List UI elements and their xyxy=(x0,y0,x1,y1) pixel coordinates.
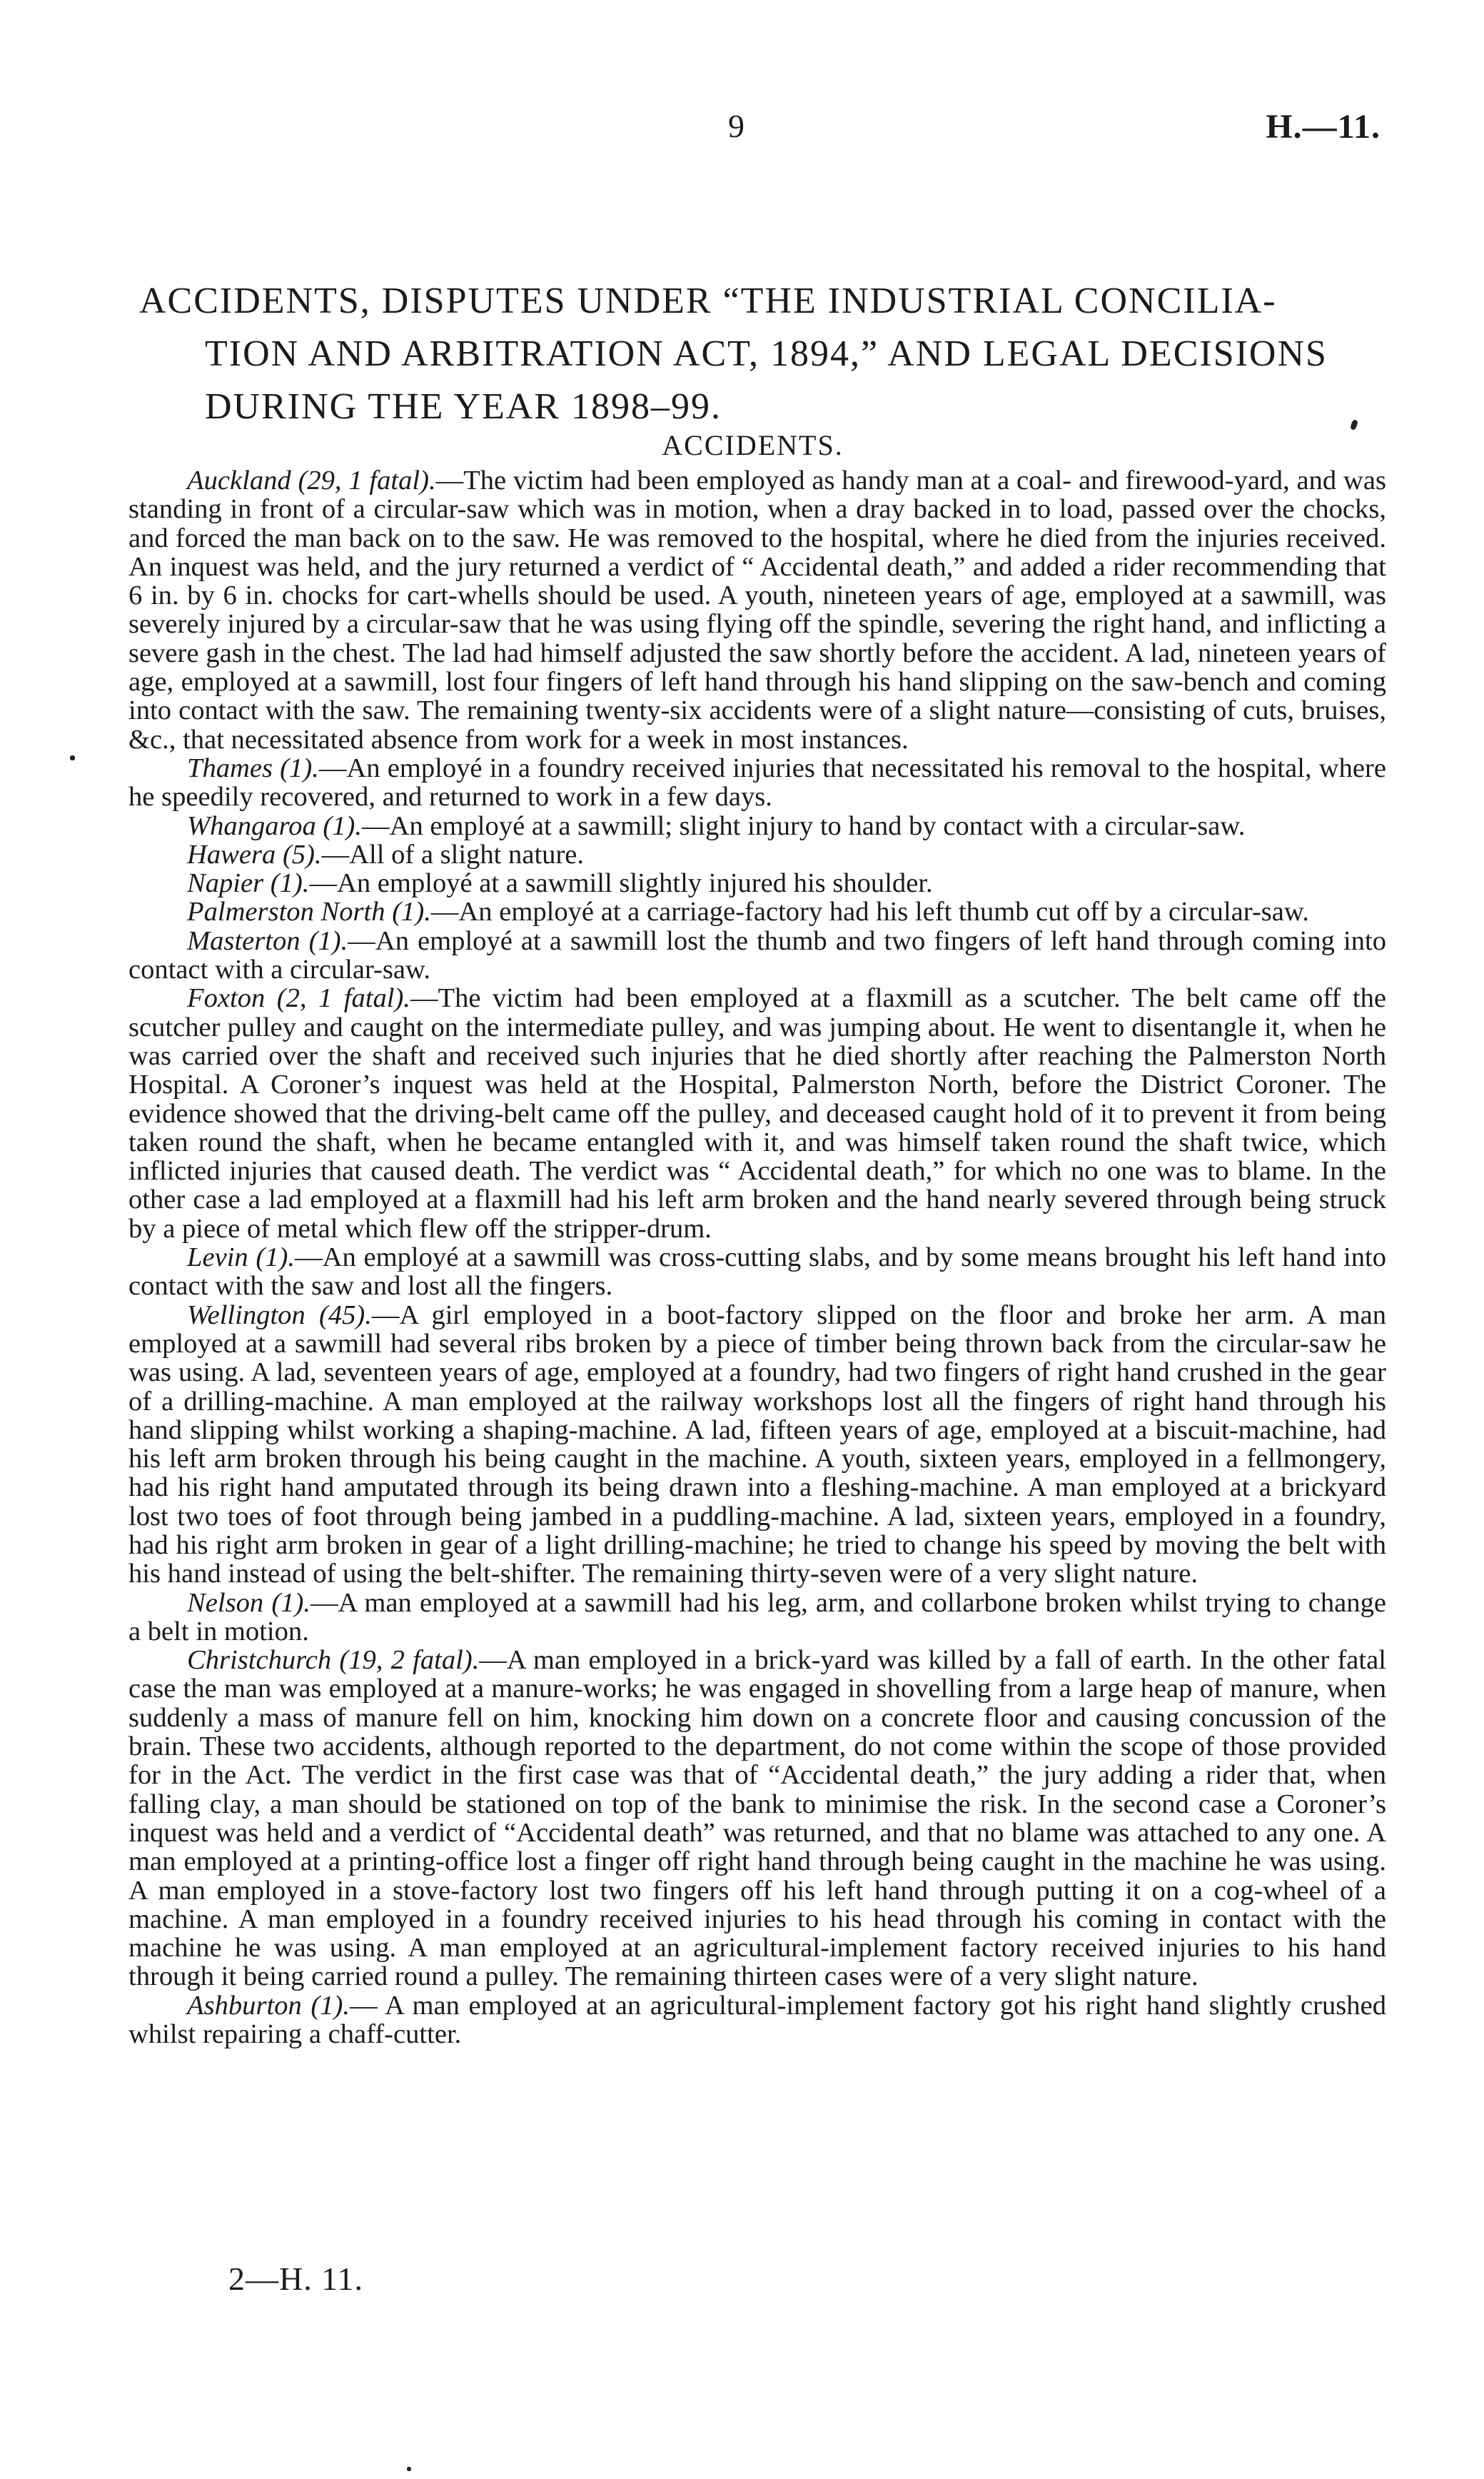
place-name: Thames (1). xyxy=(187,753,319,783)
place-name: Napier (1). xyxy=(187,868,310,899)
paragraph-text: —The victim had been employed at a flaxmill as a scutcher. The belt came off the scutcher pulley and caught on the intermediate pulley, and was jumping about. He went to disentangle it, when he was carried over the shaft and received such injuries that he died shortly after reaching the Palmerston North Hospital. A Coroner’s inquest was held at the Hospital, Palmerston North, before the District Coroner. The evidence showed that the driving-belt came off the pulley, and deceased caught hold of it to prevent it from being taken round the shaft, when he became entangled with it, and was himself taken round the shaft twice, which inflicted injuries that caused death. The verdict was “ Accidental death,” for which no one was to blame. In the other case a lad employed at a flaxmill had his left arm broken and the hand nearly severed through being struck by a piece of metal which flew off the stripper-drum. xyxy=(128,983,1386,1244)
paragraph-hawera xyxy=(128,840,1386,869)
paragraph-text: —An employé at a sawmill slightly injured his shoulder. xyxy=(309,868,933,899)
paragraph-foxton xyxy=(128,984,1386,1243)
place-name: Palmerston North (1). xyxy=(187,897,431,927)
paragraph-christchurch xyxy=(128,1646,1386,1991)
paragraph-text: —An employé at a sawmill; slight injury to hand by contact with a circular-saw. xyxy=(362,810,1246,841)
title-line-1: ACCIDENTS, DISPUTES UNDER “THE INDUSTRIAL CONCILIA- xyxy=(139,281,1277,321)
title-line-3: DURING THE YEAR 1898–99. xyxy=(205,386,722,427)
stray-ink-mark xyxy=(70,755,75,760)
place-name: Nelson (1). xyxy=(187,1587,311,1618)
paragraph-text: —The victim had been employed as handy man at a coal- and firewood-yard, and was standing in front of a circular-saw which was in motion, when a dray backed in to load, passed over the chocks, and forced the man back on to the saw. He was removed to the hospital, where he died from the injuries received. An inquest was held, and the jury returned a verdict of “ Accidental death,” and added a rider recommending that 6 in. by 6 in. chocks for cart-whells should be used. A youth, nineteen years of age, employed at a sawmill, was severely injured by a circular-saw that he was using flying off the spindle, severing the right hand, and inflicting a severe gash in the chest. The lad had himself adjusted the saw shortly before the accident. A lad, nineteen years of age, employed at a sawmill, lost four fingers of left hand through his hand slipping on the saw-bench and coming into contact with the saw. The remaining twenty-six accidents were of a slight nature—consisting of cuts, bruises, &c., that necessitated absence from work for a week in most instances. xyxy=(128,466,1386,755)
paragraph-text: —A man employed at a sawmill had his leg, arm, and collarbone broken whilst trying to change a belt in motion. xyxy=(128,1587,1386,1646)
paragraph-nelson xyxy=(128,1589,1386,1646)
page-title xyxy=(139,275,1395,433)
paragraph-text: —A girl employed in a boot-factory slipped on the floor and broke her arm. A man employed at a sawmill had several ribs broken by a piece of timber being thrown back from the circular-saw he was using. A lad, seventeen years of age, employed at a foundry, had two fingers of right hand crushed in the gear of a drilling-machine. A man employed at the railway workshops lost all the fingers of right hand through his hand slipping whilst working a shaping-machine. A lad, fifteen years of age, employed at a biscuit-machine, had his left arm broken through his being caught in the machine. A youth, sixteen years, employed in a fellmongery, had his right hand amputated through its being drawn into a fleshing-machine. A man employed at a brickyard lost two toes of foot through being jambed in a puddling-machine. A lad, sixteen years, employed in a foundry, had his right arm broken in gear of a light drilling-machine; he tried to change his speed by moving the belt with his hand instead of using the belt-shifter. The remaining thirty-seven were of a very slight nature. xyxy=(128,1299,1386,1589)
section-heading: ACCIDENTS. xyxy=(662,429,844,461)
paragraph-text: — A man employed at an agricultural-implement factory got his right hand slightly crushed whilst repairing a chaff-cutter. xyxy=(128,1990,1386,2050)
document-reference: H.—11. xyxy=(1266,108,1380,146)
paragraph-napier xyxy=(128,869,1386,897)
paragraph-thames xyxy=(128,754,1386,812)
place-name: Whangaroa (1). xyxy=(187,810,363,841)
paragraph-wellington xyxy=(128,1301,1386,1589)
paragraph-auckland xyxy=(128,466,1386,754)
place-name: Christchurch (19, 2 fatal). xyxy=(187,1645,480,1676)
place-name: Levin (1). xyxy=(187,1242,296,1273)
signature-mark: 2—H. 11. xyxy=(228,2261,364,2297)
paragraph-whangaroa xyxy=(128,812,1386,840)
place-name: Ashburton (1). xyxy=(187,1990,350,2021)
paragraph-text: —An employé at a sawmill was cross-cutting slabs, and by some means brought his left hand into contact with the saw and lost all the fingers. xyxy=(128,1242,1387,1302)
paragraph-text: —A man employed in a brick-yard was killed by a fall of earth. In the other fatal case the man was employed at a manure-works; he was engaged in shovelling from a large heap of manure, when suddenly a mass of manure fell on him, knocking him down on a concrete floor and causing concussion of the brain. These two accidents, although reported to the department, do not come within the scope of those provided for in the Act. The verdict in the first case was that of “Accidental death,” the jury adding a rider that, when falling clay, a man should be stationed on top of the bank to minimise the risk. In the second case a Coroner’s inquest was held and a verdict of “Accidental death” was returned, and that no blame was attached to any one. A man employed at a printing-office lost a finger off right hand through being caught in the machine he was using. A man employed in a stove-factory lost two fingers off his left hand through putting it on a cog-wheel of a machine. A man employed in a foundry received injuries to his head through his coming in contact with the machine he was using. A man employed at an agricultural-implement factory received injuries to his hand through it being carried round a pulley. The remaining thirteen cases were of a very slight nature. xyxy=(128,1645,1386,1992)
accidents-body xyxy=(128,466,1386,2048)
paragraph-text: —All of a slight nature. xyxy=(321,839,585,870)
paragraph-masterton xyxy=(128,927,1386,985)
place-name: Masterton (1). xyxy=(187,925,348,956)
place-name: Foxton (2, 1 fatal). xyxy=(187,983,410,1014)
paragraph-text: —An employé at a sawmill lost the thumb and two fingers of left hand through coming into contact with a circular-saw. xyxy=(128,925,1386,985)
paragraph-text: —An employé in a foundry received injuries that necessitated his removal to the hospital, where he speedily recovered, and returned to work in a few days. xyxy=(128,753,1386,813)
place-name: Wellington (45). xyxy=(187,1299,372,1330)
place-name: Hawera (5). xyxy=(187,839,322,870)
place-name: Auckland (29, 1 fatal). xyxy=(187,466,436,496)
paragraph-palmerston-north xyxy=(128,897,1386,926)
paragraph-ashburton xyxy=(128,1991,1386,2049)
paragraph-text: —An employé at a carriage-factory had his left thumb cut off by a circular-saw. xyxy=(430,897,1309,927)
stray-ink-mark xyxy=(407,2467,411,2471)
paragraph-levin xyxy=(128,1243,1386,1301)
title-line-2: TION AND ARBITRATION ACT, 1894,” AND LEGAL DECISIONS xyxy=(205,333,1328,374)
page-number: 9 xyxy=(728,108,744,144)
